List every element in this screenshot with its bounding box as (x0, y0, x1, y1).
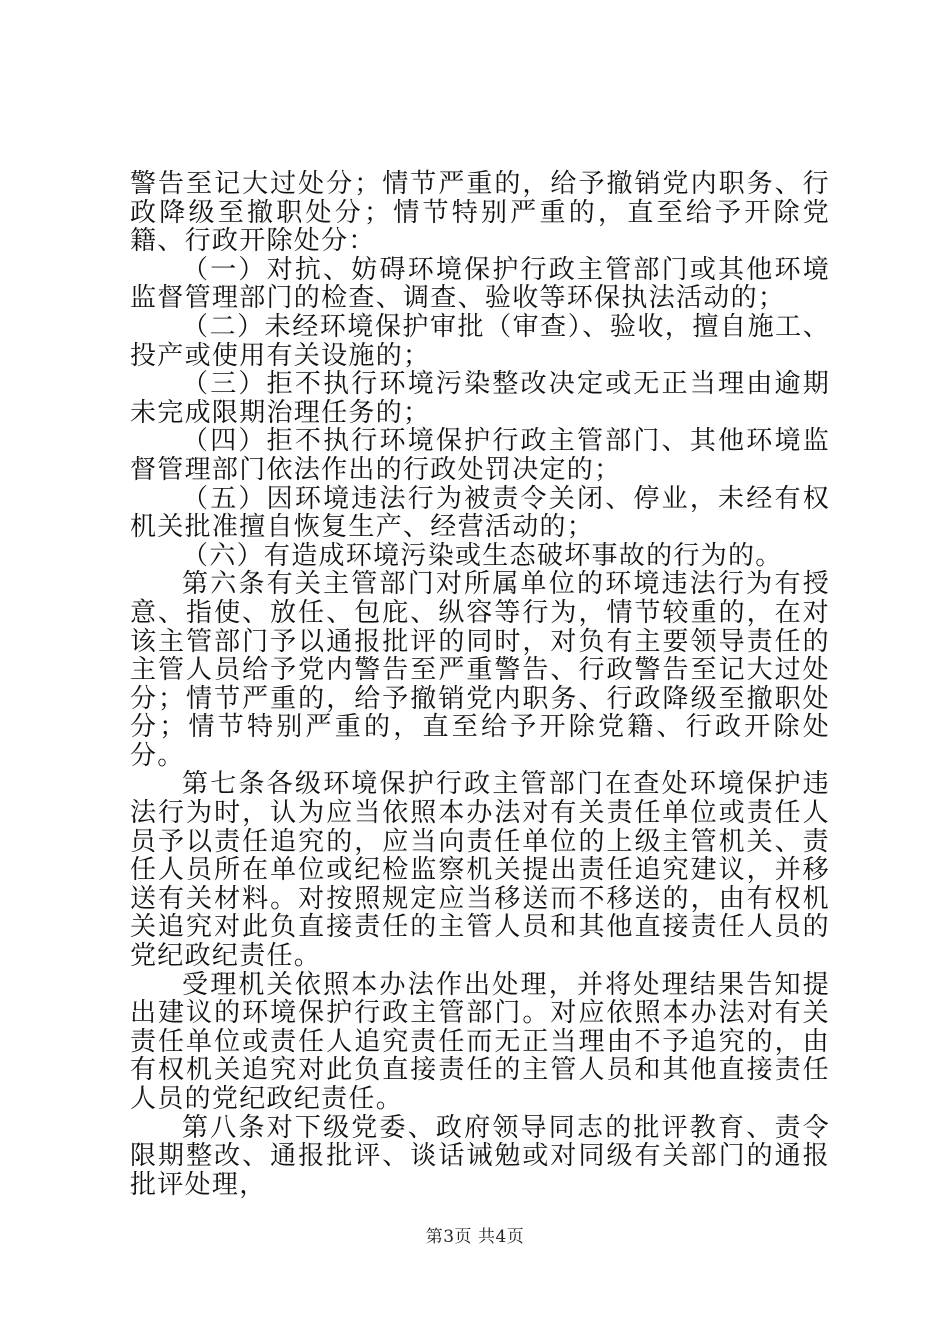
list-item-6: （六）有造成环境污染或生态破坏事故的行为的。 (182, 540, 783, 571)
list-item-2: （二）未经环境保护审批（审查）、验收，擅自施工、投产或使用有关设施的； (130, 311, 830, 371)
article-7-followup-paragraph: 受理机关依照本办法作出处理，并将处理结果告知提出建议的环境保护行政主管部门。对应依照本办法对有关责任单位或责任人追究责任而无正当理由不予追究的，由有权机关追究对此负直接责任的主管人员和其他直接责任人员的党纪政纪责任。 (130, 969, 830, 1114)
article-8-paragraph: 第八条对下级党委、政府领导同志的批评教育、责令限期整改、通报批评、谈话诫勉或对同级有关部门的通报批评处理， (130, 1112, 830, 1200)
document-body (130, 170, 830, 1199)
article-6-paragraph: 第六条有关主管部门对所属单位的环境违法行为有授意、指使、放任、包庇、纵容等行为，情节较重的，在对该主管部门予以通报批评的同时，对负有主要领导责任的主管人员给予党内警告至严重警告、行政警告至记大过处分；情节严重的，给予撤销党内职务、行政降级至撤职处分；情节特别严重的，直至给予开除党籍、行政开除处分。 (130, 569, 830, 771)
page-number-footer: 第3页 共4页 (425, 1227, 525, 1247)
list-item-3: （三）拒不执行环境污染整改决定或无正当理由逾期未完成限期治理任务的； (130, 369, 830, 428)
list-item-5: （五）因环境违法行为被责令关闭、停业，未经有权机关批准擅自恢复生产、经营活动的； (130, 483, 830, 543)
article-7-paragraph: 第七条各级环境保护行政主管部门在查处环境保护违法行为时，认为应当依照本办法对有关责任单位或责任人员予以责任追究的，应当向责任单位的上级主管机关、责任人员所在单位或纪检监察机关提出责任追究建议，并移送有关材料。对按照规定应当移送而不移送的，由有权机关追究对此负直接责任的主管人员和其他直接责任人员的党纪政纪责任。 (130, 769, 830, 972)
list-item-1: （一）对抗、妨碍环境保护行政主管部门或其他环境监督管理部门的检查、调查、验收等环保执法活动的； (130, 254, 830, 314)
paragraph-continuation: 警告至记大过处分；情节严重的，给予撤销党内职务、行政降级至撤职处分；情节特别严重的，直至给予开除党籍、行政开除处分： (130, 169, 830, 257)
list-item-4: （四）拒不执行环境保护行政主管部门、其他环境监督管理部门依法作出的行政处罚决定的； (130, 426, 830, 485)
